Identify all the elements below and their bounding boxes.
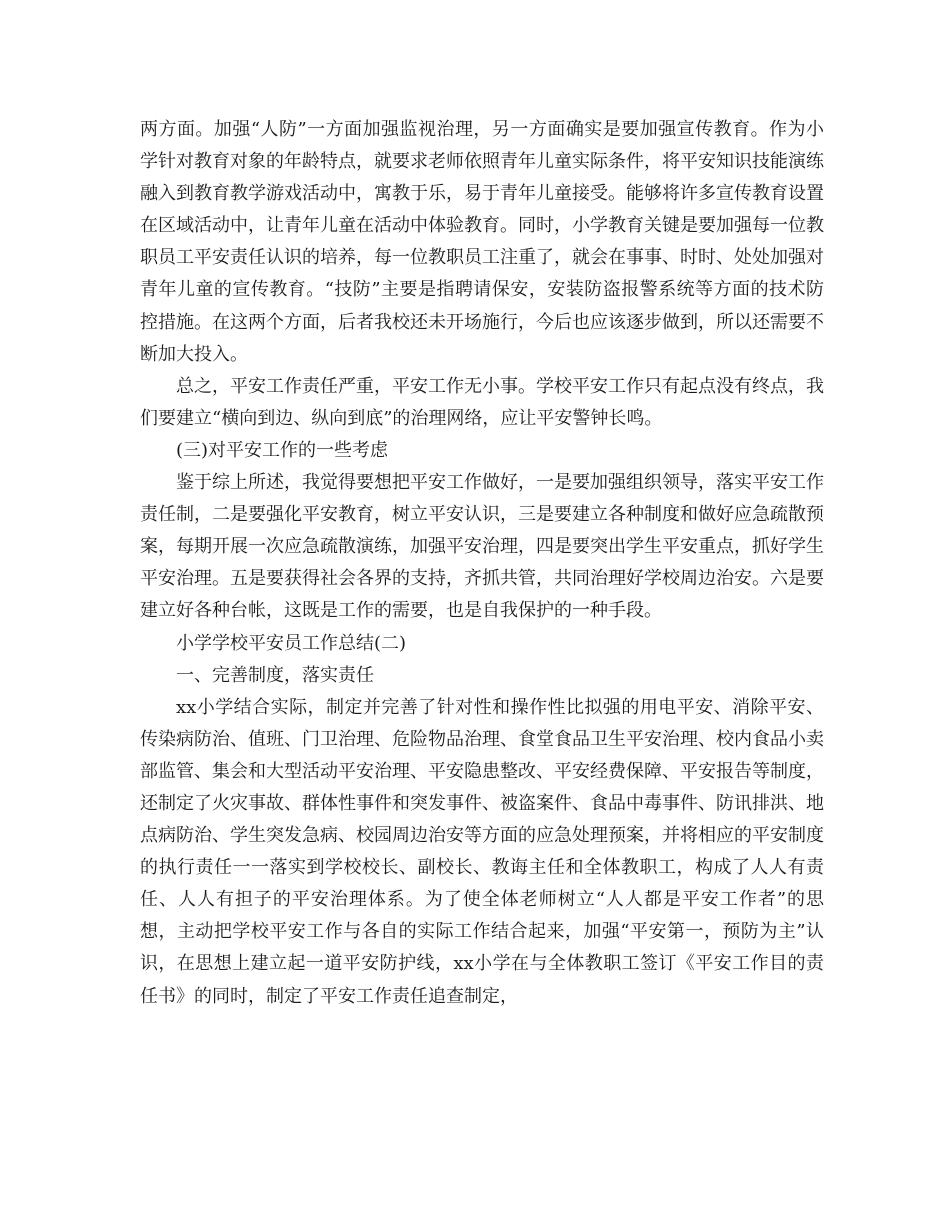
paragraph-7: xx小学结合实际，制定并完善了针对性和操作性比拟强的用电平安、消除平安、传染病防治、值班、门卫治理、危险物品治理、食堂食品卫生平安治理、校内食品小卖部监管、集会和大型活动平安治理、平安隐患整改、平安经费保障、平安报告等制度，还制定了火灾事故、群体性事件和突发事件、被盗案件、食品中毒事件、防讯排洪、地点病防治、学生突发急病、校园周边治安等方面的应急处理预案，并将相应的平安制度的执行责任一一落实到学校校长、副校长、教诲主任和全体教职工，构成了人人有责任、人人有担子的平安治理体系。为了使全体老师树立“人人都是平安工作者”的思想，主动把学校平安工作与各自的实际工作结合起来，加强“平安第一，预防为主”认识，在思想上建立起一道平安防护线，xx小学在与全体教职工签订《平安工作目的责任书》的同时，制定了平安工作责任追查制定， — [140, 696, 824, 1007]
section-heading-3: (三)对平安工作的一些考虑 — [176, 439, 389, 461]
section-heading-1: 一、完善制度，落实责任 — [176, 664, 374, 686]
paragraph-2: 总之，平安工作责任严重，平安工作无小事。学校平安工作只有起点没有终点，我们要建立“横向到边、纵向到底”的治理网络，应让平安警钟长鸣。 — [140, 375, 824, 429]
paragraph-4: 鉴于综上所述，我觉得要想把平安工作做好，一是要加强组织领导，落实平安工作责任制，二是要强化平安教育，树立平安认识，三是要建立各种制度和做好应急疏散预案，每期开展一次应急疏散演练，加强平安治理，四是要突出学生平安重点，抓好学生平安治理。五是要获得社会各界的支持，齐抓共管，共同治理好学校周边治安。六是要建立好各种台帐，这既是工作的需要，也是自我保护的一种手段。 — [140, 472, 824, 622]
document-title-2: 小学学校平安员工作总结(二) — [176, 632, 407, 654]
document-body — [140, 114, 824, 1013]
paragraph-1: 两方面。加强“人防”一方面加强监视治理，另一方面确实是要加强宣传教育。作为小学针对教育对象的年龄特点，就要求老师依照青年儿童实际条件，将平安知识技能演练融入到教育教学游戏活动中，寓教于乐，易于青年儿童接受。能够将许多宣传教育设置在区域活动中，让青年儿童在活动中体验教育。同时，小学教育关键是要加强每一位教职员工平安责任认识的培养，每一位教职员工注重了，就会在事事、时时、处处加强对青年儿童的宣传教育。“技防”主要是指聘请保安，安装防盗报警系统等方面的技术防控措施。在这两个方面，后者我校还未开场施行，今后也应该逐步做到，所以还需要不断加大投入。 — [140, 119, 824, 365]
